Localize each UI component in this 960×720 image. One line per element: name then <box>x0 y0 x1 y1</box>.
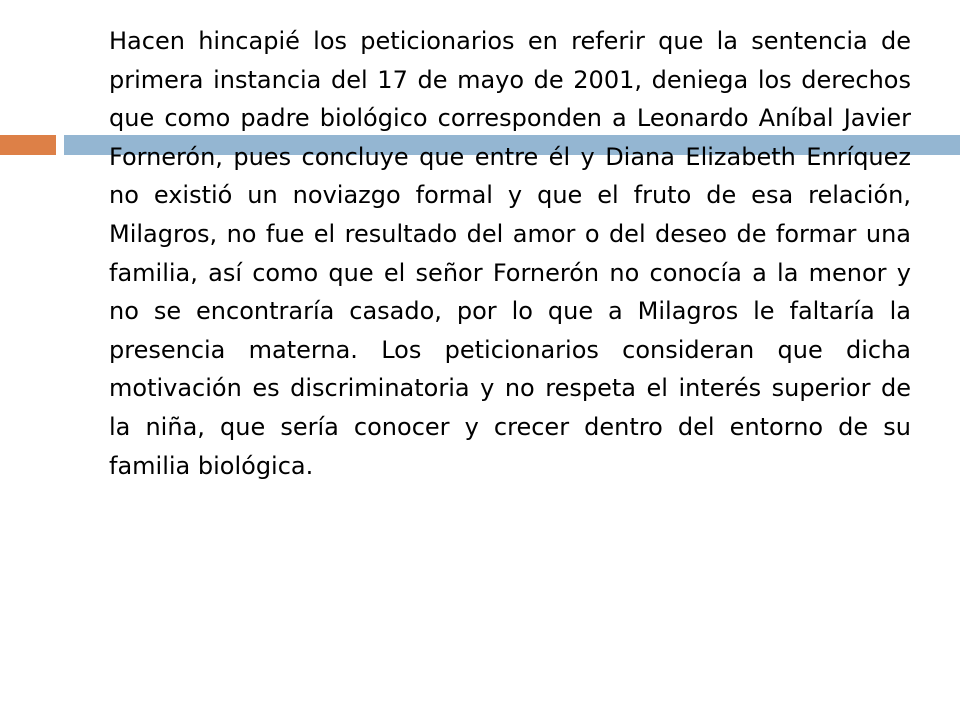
accent-bar-orange <box>0 135 56 155</box>
body-paragraph: Hacen hincapié los peticionarios en referir que la sentencia de primera instancia del 17 de mayo de 2001, deniega los derechos que como padre biológico corresponden a Leonardo Aníbal Javier Fornerón, pues concluye que entre él y Diana Elizabeth Enríquez no existió un noviazgo formal y que el fruto de esa relación, Milagros, no fue el resultado del amor o del deseo de formar una familia, así como que el señor Fornerón no conocía a la menor y no se encontraría casado, por lo que a Milagros le faltaría la presencia materna. Los peticionarios consideran que dicha motivación es discriminatoria y no respeta el interés superior de la niña, que sería conocer y crecer dentro del entorno de su familia biológica. <box>109 27 911 480</box>
